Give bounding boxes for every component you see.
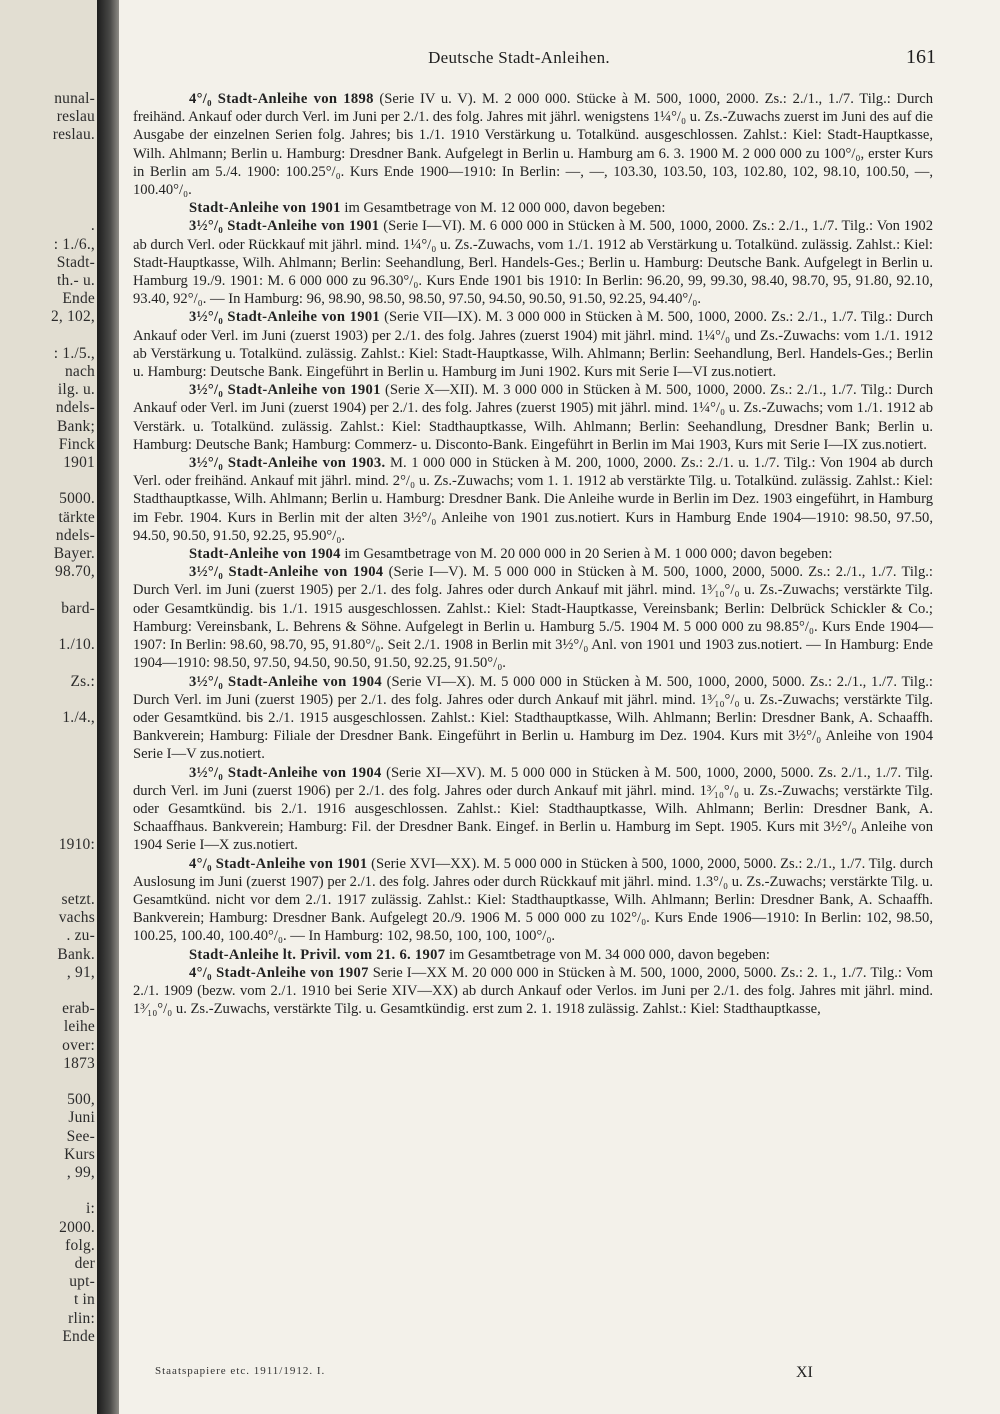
left-page-line: tärkte: [58, 508, 95, 526]
bond-entry-title: Stadt-Anleihe von 1904: [189, 546, 341, 563]
bond-entry-title: 4°/₀ Stadt-Anleihe von 1907: [189, 964, 369, 981]
left-page-line: Juni: [68, 1109, 95, 1127]
left-page-line: [0, 818, 95, 836]
bond-entry-title: Stadt-Anleihe lt. Privil. vom 21. 6. 1907: [189, 946, 446, 963]
page-number: 161: [906, 46, 936, 68]
left-page-line: [0, 727, 95, 745]
bond-entry-text: Serie I—XX M. 20 000 000 in Stücken à M. 500, 1000, 2000, 5000. Zs.: 2. 1., 1./7. Tilg.: Vom 2./1. 1909 (bezw. vom 2./1. 1910 bei Serie XIV—XX) ab durch Ankauf oder Verlos. im Juni per 2./1. des folg. Jahres mit jährl. mind. 1³⁄₁₀°/₀ u. Zs.-Zuwachs, verstärkte Tilg. u. Gesamtkündig. erst zum 2. 1. 1918 zulässig. Zahlst.: Kiel: Stadthauptkasse,: [133, 964, 933, 1018]
bond-entry-title: 3½°/₀ Stadt-Anleihe von 1901: [189, 309, 381, 326]
left-page-line: .: [90, 217, 95, 235]
left-page-line: 1901: [63, 454, 95, 472]
left-page-line: 1873: [63, 1054, 95, 1072]
bond-entry-title: 3½°/₀ Stadt-Anleihe von 1901: [189, 382, 381, 399]
left-page-line: ilg. u.: [57, 381, 95, 399]
bond-entry-text: (Serie I—V). M. 5 000 000 in Stücken à M. 500, 1000, 2000, 5000. Zs.: 2./1., 1./7. Tilg.: Durch Verl. im Juni (zuerst 1905) per 2./1. des folg. Jahres oder durch Ankauf mit jährl. mind. 1³⁄₁₀°/₀ u. Zs.-Zuwachs; verstärkte Tilg. oder Gesamtkündig. bis 1./1. 1915 ausgeschlossen. Zahlst.: Kiel: Stadt-Hauptkasse, Vereinsbank; Berlin: Delbrück Schickler & Co.; Hamburg: Vereinsbank, L. Behrens & Söhne. Aufgelegt in Berlin u. Hamburg 5./5. 1904 M. 5 000 000 zu 98.85°/₀. Kurs Ende 1904—1907: In Berlin: 98.60, 98.70, 95, 91.80°/₀. Seit 2./1. 1908 in Berlin mit 3½°/₀ Anl. von 1901 und 1903 zus.notiert. — In Hamburg: Ende 1904—1910: 98.50, 97.50, 94.50, 90.50, 91.50, 92.25, 91.50°/₀.: [133, 564, 933, 672]
bond-entry: [133, 381, 933, 454]
footer-sheet-mark: XI: [796, 1364, 813, 1381]
left-page-line: setzt.: [61, 890, 95, 908]
left-page-line: [0, 145, 95, 163]
left-page-line: 1./10.: [58, 636, 95, 654]
left-page-line: bard-: [61, 599, 95, 617]
bond-entry-title: 4°/₀ Stadt-Anleihe von 1901: [189, 855, 368, 872]
left-page-line: See-: [66, 1127, 95, 1145]
bond-entry: [133, 563, 933, 672]
bond-entry: [133, 308, 933, 381]
bond-entry-title: 4°/₀ Stadt-Anleihe von 1898: [189, 91, 374, 107]
footer-signature: Staatspapiere etc. 1911/1912. I.: [155, 1365, 326, 1377]
left-page-edge: [0, 0, 97, 1414]
left-page-line: 1./4.,: [62, 708, 95, 726]
bond-entry-title: 3½°/₀ Stadt-Anleihe von 1903.: [189, 455, 386, 472]
left-page-line: [0, 327, 95, 345]
left-page-line: reslau: [56, 108, 95, 126]
left-page-line: [0, 764, 95, 782]
bond-entry-text: (Serie VII—IX). M. 3 000 000 in Stücken à M. 500, 1000, 2000. Zs.: 2./1., 1./7. Tilg.: Durch Ankauf oder Verl. im Juni (zuerst 1903) per 2./1. des folg. Jahres (zuerst 1904) mit jährl. mind. 1¼°/₀ und Zs.-Zuwachs: vom 1./1. 1912 ab Verstärkung u. Totalkünd. zulässig. Zahlst.: Kiel: Stadt-Hauptkasse, Wilh. Ahlmann; Berlin: Seehandlung, Berl. Handels-Ges.; Berlin u. Hamburg: Deutsche Bank. Eingeführt in Berlin u. Hamburg im Juni 1902. Kurs mit Serie I—VI zus.notiert.: [133, 309, 933, 381]
bond-entry-title: 3½°/₀ Stadt-Anleihe von 1901: [189, 218, 380, 235]
bond-entry: [133, 673, 933, 764]
left-page-line: Bayer.: [53, 545, 95, 563]
left-page-line: [0, 472, 95, 490]
bond-entry-text: (Serie IV u. V). M. 2 000 000. Stücke à M. 500, 1000, 2000. Zs.: 2./1., 1./7. Tilg.: Durch freihänd. Ankauf oder durch Verl. im Juni per 2./1. des folg. Jahres mit jährl. wenigstens 1¼°/₀ u. Zs.-Zuwachs zuerst im Juni des auf die Ausgabe der einzelnen Serien folg. Jahres; bis 1./1. 1910 Verstärkung u. Totalkünd. ausgeschlossen. Zahlst.: Kiel: Stadt-Hauptkasse, Wilh. Ahlmann; Berlin u. Hamburg: Dresdner Bank. Aufgelegt in Berlin u. Hamburg am 6. 3. 1900 M. 2 000 000 zu 100°/₀, erster Kurs in Berlin am 5./4. 1900: 100.25°/₀. Kurs Ende 1900—1910: In Berlin: —, —, 103.30, 103.50, 103, 102.80, 102, 98.10, 100.50, —, 100.40°/₀.: [133, 91, 934, 199]
left-page-line: [0, 800, 95, 818]
left-page-line: th.- u.: [57, 272, 95, 290]
bond-entry-title: 3½°/₀ Stadt-Anleihe von 1904: [189, 564, 384, 581]
left-page-line: [0, 1182, 95, 1200]
left-page-line: 2, 102,: [50, 308, 95, 326]
left-page-line: 98.70,: [55, 563, 95, 581]
left-page-line: leihe: [63, 1018, 95, 1036]
bond-entry-text: im Gesamtbetrage von M. 20 000 000 in 20 Serien à M. 1 000 000; davon begeben:: [340, 546, 833, 563]
book-gutter: [97, 0, 119, 1414]
left-page-line: , 91,: [66, 963, 95, 981]
bond-entry-title: Stadt-Anleihe von 1901: [189, 200, 341, 217]
left-page-line: [0, 199, 95, 217]
left-page-line: [0, 745, 95, 763]
bond-entry-text: im Gesamtbetrage von M. 34 000 000, davon begeben:: [445, 946, 770, 963]
bond-entry-text: (Serie X—XII). M. 3 000 000 in Stücken à M. 500, 1000, 2000. Zs.: 2./1., 1./7. Tilg.: Durch Ankauf oder Verl. im Juni (zuerst 1904) per 2./1. des folg. Jahres (zuerst 1905) mit jährl. mind. 1¼°/₀ u. Zs.-Zuwachs; vom 1./1. 1912 ab Verstärk. u. Totalkünd. zulässig. Zahlst.: Kiel: Stadthauptkasse, Wilh. Ahlmann; Berlin: Seehandlung, Dresdner Bank; Berlin u. Hamburg: Deutsche Bank; Hamburg: Commerz- u. Disconto-Bank. Eingeführt in Berlin im Mai 1903, Kurs mit Serie I—IX zus.notiert.: [133, 382, 933, 453]
left-page-line: vachs: [58, 909, 95, 927]
left-page-line: . zu-: [66, 927, 95, 945]
left-page-line: i:: [85, 1200, 95, 1218]
left-page-line: 500,: [67, 1091, 95, 1109]
left-page-line: upt-: [69, 1273, 95, 1291]
body-text: [133, 90, 933, 1018]
left-page-line: [0, 581, 95, 599]
left-page-line: [0, 618, 95, 636]
left-page-line: Kurs: [64, 1145, 95, 1163]
left-page-line: Stadt-: [56, 253, 95, 271]
left-page-line: over:: [62, 1036, 95, 1054]
left-page-line: der: [74, 1255, 95, 1272]
bond-entry: [133, 764, 933, 855]
right-page: [119, 0, 1000, 1414]
bond-entry: [133, 545, 933, 563]
left-page-line: erab-: [62, 1000, 95, 1018]
bond-entry-text: (Serie I—VI). M. 6 000 000 in Stücken à M. 500, 1000, 2000. Zs.: 2./1., 1./7. Tilg.: Von 1902 ab durch Verl. oder Rückkauf mit jährl. mind. 1¼°/₀ u. Zs.-Zuwachs, vom 1./1. 1912 ab Verstärkung u. Totalkünd. zulässig. Zahlst.: Kiel: Stadt-Hauptkasse, Wilh. Ahlmann; Berlin: Seehandlung, Berl. Handels-Ges.; Berlin u. Hamburg: Deutsche Bank. Aufgelegt in Berlin u. Hamburg 19./9. 1901: M. 6 000 000 zu 96.30°/₀. Kurs Ende 1901 bis 1910: In Berlin: 96.20, 99, 99.30, 98.40, 98.70, 95, 91.80, 92.10, 93.40, 92°/₀. — In Hamburg: 96, 98.90, 98.50, 98.50, 97.50, 94.50, 90.50, 91.50, 92.25, 94.40°/₀.: [133, 218, 933, 308]
bond-entry: [133, 855, 933, 946]
left-page-line: , 99,: [66, 1163, 95, 1181]
left-page-line: [0, 691, 95, 709]
left-page-line: Bank;: [56, 417, 95, 435]
left-page-line: [0, 855, 95, 873]
bond-entry-text: (Serie VI—X). M. 5 000 000 in Stücken à M. 500, 1000, 2000, 5000. Zs.: 2./1., 1./7. Tilg.: Durch Verl. im Juni (zuerst 1905) per 2./1. des folg. Jahres oder durch Ankauf mit jährl. mind. 1³⁄₁₀°/₀ u. Zs.-Zuwachs; verstärkte Tilg. oder Gesamtkünd. bis 2./1. 1915 ausgeschlossen. Zahlst.: Kiel: Stadthauptkasse, Wilh. Ahlmann; Berlin: Dresdner Bank, A. Schaaffh. Bankverein; Hamburg: Filiale der Dresdner Bank. Eingeführt in Berlin u. Hamburg im Dez. 1904. Kurs mit 3½°/₀ Anleihe von 1904 Serie I—V zus.notiert.: [133, 673, 933, 763]
left-page-line: rlin:: [68, 1309, 95, 1327]
bond-entry: [133, 964, 933, 1019]
left-page-line: Ende: [62, 290, 95, 308]
left-page-line: Zs.:: [70, 672, 95, 690]
left-page-fragments: [0, 90, 95, 1346]
left-page-line: 5000.: [59, 490, 95, 508]
bond-entry-text: (Serie XI—XV). M. 5 000 000 in Stücken à M. 500, 1000, 2000, 5000. Zs. 2./1., 1./7. Tilg. durch Verl. im Juni (zuerst 1906) per 2./1. des folg. Jahres oder durch Ankauf mit jährl. mind. 1³⁄₁₀°/₀ u. Zs.-Zuwachs; verstärkte Tilg. oder Gesamtkünd. bis 2./1. 1916 ausgeschlossen. Zahlst.: Kiel: Stadthauptkasse, Wilh. Ahlmann; Berlin: Dresdner Bank, A. Schaaffhaus. Bankverein; Hamburg: Fil. der Dresdner Bank. Eingef. in Berlin u. Hamburg im Sept. 1905. Kurs mit 3½°/₀ Anleihe von 1904 Serie I—X zus.notiert.: [133, 764, 933, 854]
left-page-line: [0, 782, 95, 800]
left-page-line: folg.: [65, 1236, 95, 1254]
bond-entry: [133, 199, 933, 217]
left-page-line: [0, 1073, 95, 1091]
left-page-line: : 1./6.,: [53, 235, 95, 253]
bond-entry-title: 3½°/₀ Stadt-Anleihe von 1904: [189, 673, 382, 690]
left-page-line: 2000.: [59, 1218, 95, 1236]
left-page-line: Bank.: [57, 945, 95, 963]
left-page-line: [0, 654, 95, 672]
bond-entry: [133, 217, 933, 308]
bond-entry-text: (Serie XVI—XX). M. 5 000 000 in Stücken à 500, 1000, 2000, 5000. Zs.: 2./1., 1./7. Tilg. durch Auslosung im Juni (zuerst 1907) per 2./1. des folg. Jahres oder durch Rückkauf mit jährl. mind. 1.3°/₀ u. Zs.-Zuwachs; verstärkte Tilg. u. Gesamtkünd. nicht vor dem 2./1. 1917 zulässig. Zahlst.: Kiel: Stadthauptkasse, Wilh. Ahlmann; Berlin: Dresdner Bank, A. Schaaffh. Bankverein; Hamburg: Dresdner Bank. Aufgelegt 20./9. 1906 M. 5 000 000 zu 102°/₀. Kurs Ende 1906—1910: In Berlin: 102, 98.50, 100.25, 100.40, 100.40°/₀. — In Hamburg: 102, 98.50, 100, 100, 100°/₀.: [133, 855, 933, 945]
left-page-line: t in: [73, 1291, 95, 1309]
left-page-line: [0, 181, 95, 199]
running-head: Deutsche Stadt-Anleihen.: [428, 48, 610, 67]
left-page-line: Ende: [62, 1327, 95, 1345]
left-page-line: : 1./5.,: [53, 344, 95, 362]
left-page-line: nunal-: [54, 90, 95, 107]
bond-entry-text: im Gesamtbetrage von M. 12 000 000, davon begeben:: [340, 200, 666, 217]
left-page-line: ndels-: [55, 526, 95, 544]
left-page-line: nach: [64, 363, 95, 381]
bond-entry: [133, 946, 933, 964]
left-page-line: 1910:: [58, 836, 95, 854]
left-page-line: Finck: [58, 435, 95, 453]
left-page-line: [0, 163, 95, 181]
bond-entry: [133, 90, 933, 199]
bond-entry-text: M. 1 000 000 in Stücken à M. 200, 1000, 2000. Zs.: 2./1. u. 1./7. Tilg.: Von 1904 ab durch Verl. oder freihänd. Ankauf mit jährl. mind. 2°/₀ u. Zs.-Zuwachs; vom 1. 1. 1912 ab verstärkte Tilg. u. Totalkünd. zulässig. Zahlst.: Kiel: Stadthauptkasse, Wilh. Ahlmann; Berlin u. Hamburg: Dresdner Bank. Die Anleihe wurde in Berlin im Dez. 1903 eingeführt, in Hamburg im Febr. 1904. Kurs in Berlin mit der alten 3½°/₀ Anleihe von 1901 zus.notiert. Kurs in Hamburg Ende 1904—1910: 98.50, 97.50, 94.50, 90.50, 91.50, 92.25, 95.90°/₀.: [133, 455, 933, 544]
bond-entry: [133, 454, 933, 545]
left-page-line: [0, 982, 95, 1000]
bond-entry-title: 3½°/₀ Stadt-Anleihe von 1904: [189, 764, 382, 781]
left-page-line: ndels-: [55, 399, 95, 417]
left-page-line: reslau.: [52, 126, 95, 144]
left-page-line: [0, 873, 95, 891]
